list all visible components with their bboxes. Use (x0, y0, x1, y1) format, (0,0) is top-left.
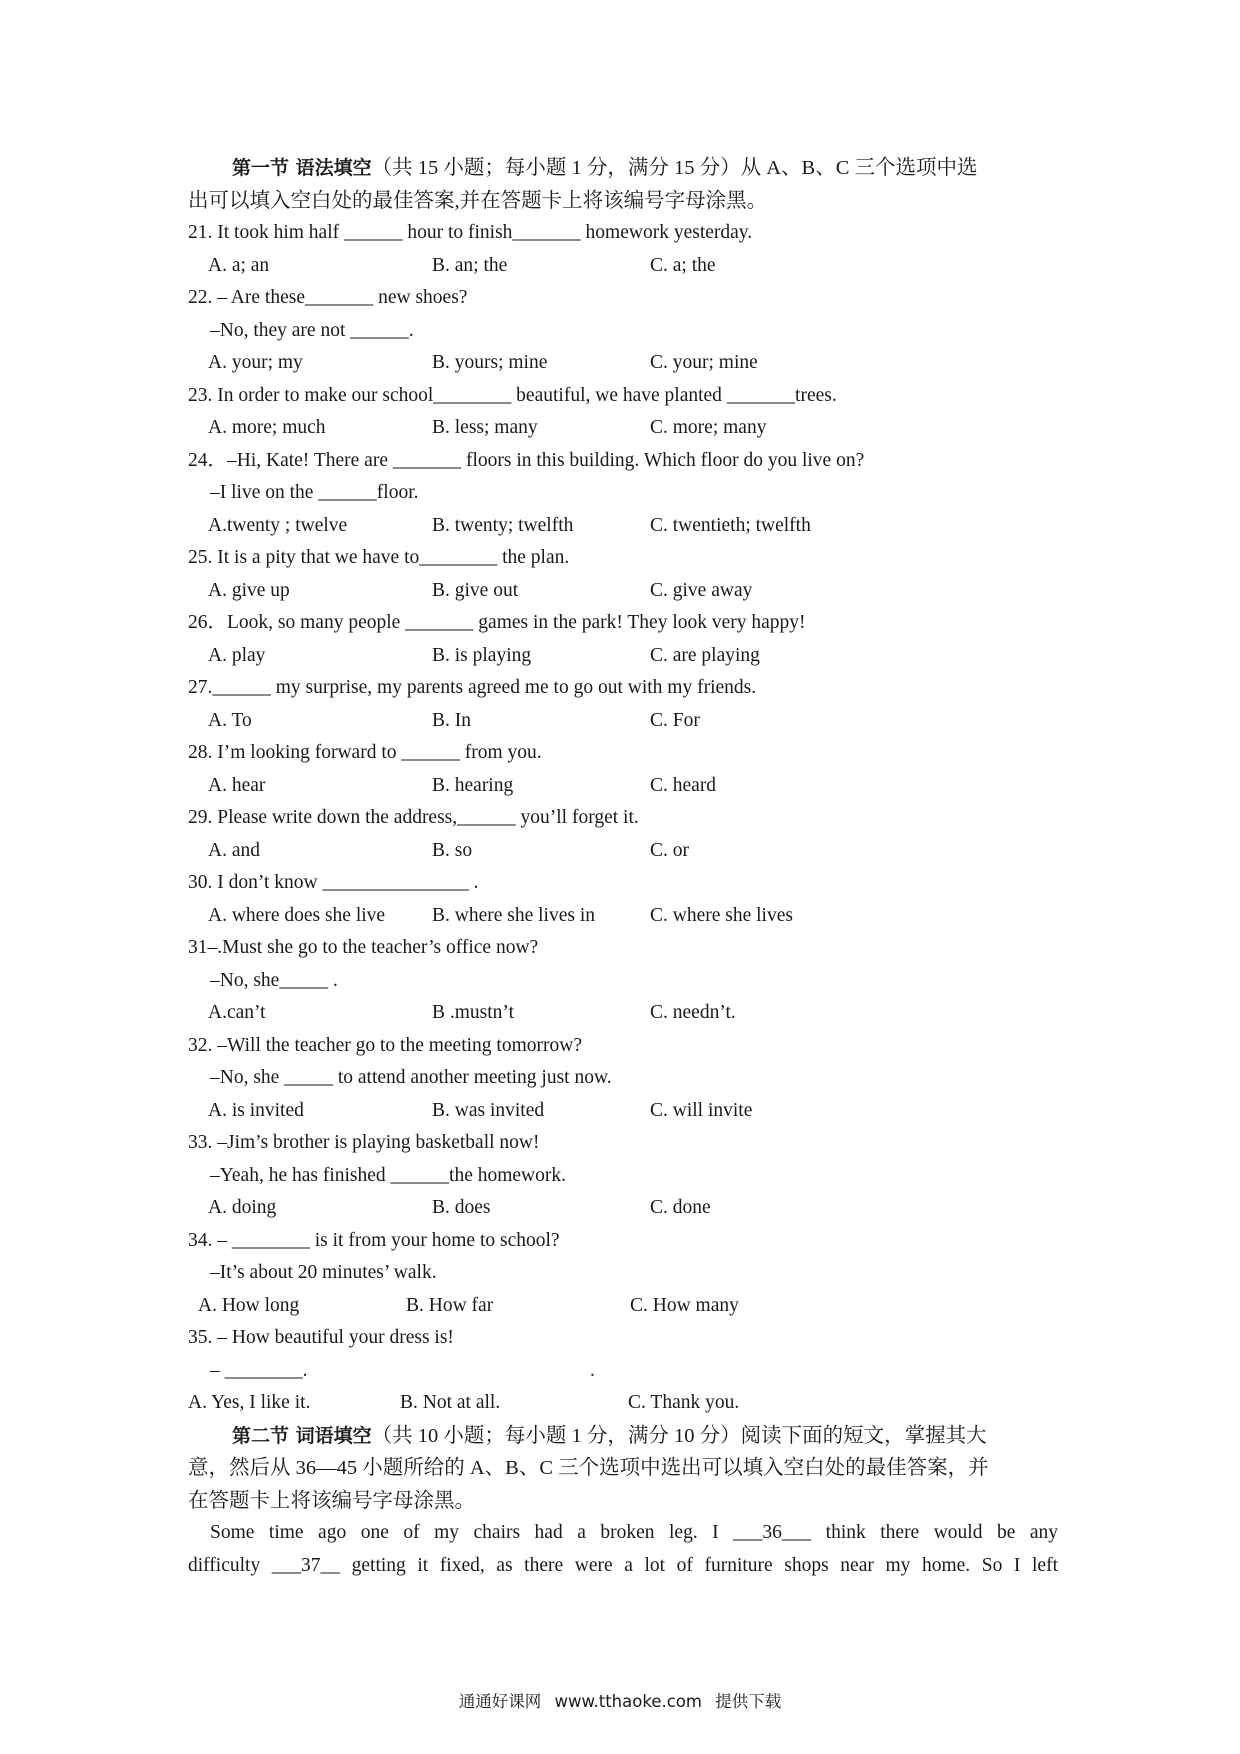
options-row (188, 250, 1058, 283)
options-row (188, 575, 1058, 608)
option-a[interactable]: A. doing (208, 1197, 277, 1218)
question-reply: –No, she_____ . (210, 969, 338, 991)
section2-heading-line2: 意，然后从 36—45 小题所给的 A、B、C 三个选项中选出可以填入空白处的最佳答案，并 (188, 1457, 989, 1479)
footer-download-text: 提供下载 (715, 1692, 782, 1711)
option-a[interactable]: A. more; much (208, 417, 326, 438)
stray-dot: . (590, 1359, 595, 1381)
option-c[interactable]: C. are playing (650, 644, 760, 666)
section1-heading-line1 (188, 152, 1058, 185)
question-stem: 24．–Hi, Kate! There are _______ floors in this building. Which floor do you live on? (188, 449, 865, 471)
question-reply: –It’s about 20 minutes’ walk. (210, 1262, 437, 1283)
question-stem: 30. I don’t know _______________ . (188, 872, 479, 893)
option-c[interactable]: C. twentieth; twelfth (650, 514, 811, 536)
option-a[interactable]: A. hear (208, 774, 266, 796)
footer-url: www.tthaoke.com (554, 1692, 702, 1711)
option-c[interactable]: C. where she lives (650, 904, 793, 926)
options-row (188, 770, 1058, 803)
option-c[interactable]: C. For (650, 709, 700, 731)
options-row (188, 1095, 1058, 1128)
section2-title: 第二节 词语填空 (232, 1424, 372, 1447)
option-b[interactable]: B. hearing (432, 774, 514, 796)
option-b[interactable]: B. where she lives in (432, 904, 596, 926)
options-row (188, 900, 1058, 933)
question-stem: 27.______ my surprise, my parents agreed me to go out with my friends. (188, 677, 757, 698)
option-a[interactable]: A. To (208, 709, 252, 731)
option-a[interactable]: A. How long (198, 1294, 300, 1316)
options-row (188, 1192, 1058, 1225)
option-b[interactable]: B. was invited (432, 1099, 545, 1121)
question-stem: 22. – Are these_______ new shoes? (188, 287, 468, 308)
option-b[interactable]: B. an; the (432, 254, 508, 276)
option-a[interactable]: A. and (208, 839, 260, 861)
page-footer (0, 1688, 1240, 1712)
question-stem: 31–.Must she go to the teacher’s office now? (188, 937, 539, 958)
option-a[interactable]: A. give up (208, 579, 290, 601)
passage-line-1: Some time ago one of my chairs had a broken leg. I ___36___ think there would be any (210, 1522, 1058, 1543)
question-stem: 23. In order to make our school________ beautiful, we have planted _______trees. (188, 384, 837, 406)
section2-heading-line1 (188, 1420, 1058, 1453)
option-a[interactable]: A. your; my (208, 352, 303, 373)
option-a[interactable]: A. is invited (208, 1099, 304, 1121)
question-reply: –No, they are not ______. (210, 319, 414, 341)
options-row (188, 510, 1058, 543)
option-a[interactable]: A. a; an (208, 254, 270, 276)
option-b[interactable]: B. yours; mine (432, 352, 548, 373)
page-content (188, 152, 1058, 1582)
question-reply: –Yeah, he has finished ______the homework. (210, 1164, 567, 1186)
question-list (188, 217, 1058, 1420)
options-row (188, 1290, 1058, 1323)
options-row (188, 997, 1058, 1030)
section2-heading-line3: 在答题卡上将该编号字母涂黑。 (188, 1489, 475, 1512)
option-c[interactable]: C. will invite (650, 1099, 753, 1121)
option-c[interactable]: C. needn’t. (650, 1002, 736, 1023)
section1-title: 第一节 语法填空 (232, 157, 372, 179)
option-a[interactable]: A.twenty ; twelve (208, 514, 348, 536)
footer-site-name: 通通好课网 (458, 1692, 542, 1711)
option-c[interactable]: C. heard (650, 774, 717, 796)
options-row (188, 640, 1058, 673)
option-a[interactable]: A. Yes, I like it. (188, 1392, 311, 1413)
option-a[interactable]: A. play (208, 644, 266, 666)
passage-line-2: difficulty ___37__ getting it fixed, as there were a lot of furniture shops near my home. So I left (188, 1554, 1058, 1576)
question-stem: 25. It is a pity that we have to________ the plan. (188, 547, 570, 568)
section1-instructions-part1: （共 15 小题；每小题 1 分，满分 15 分）从 A、B、C 三个选项中选 (371, 157, 978, 179)
options-row (188, 412, 1058, 445)
option-b[interactable]: B. so (432, 839, 473, 861)
option-b[interactable]: B. In (432, 709, 471, 731)
option-c[interactable]: C. Thank you. (628, 1392, 740, 1413)
question-reply: – ________. . (188, 1355, 1058, 1388)
question-stem: 21. It took him half ______ hour to finish_______ homework yesterday. (188, 222, 753, 243)
option-c[interactable]: C. more; many (650, 417, 767, 438)
question-stem: 29. Please write down the address,______ you’ll forget it. (188, 807, 639, 828)
option-b[interactable]: B. give out (432, 579, 519, 601)
question-stem: 35. – How beautiful your dress is! (188, 1327, 454, 1348)
option-b[interactable]: B. does (432, 1197, 491, 1218)
question-stem: 26．Look, so many people _______ games in the park! They look very happy! (188, 612, 806, 633)
question-reply: –No, she _____ to attend another meeting just now. (210, 1067, 612, 1088)
section2-instructions-part1: （共 10 小题；每小题 1 分，满分 10 分）阅读下面的短文，掌握其大 (371, 1424, 987, 1447)
option-a[interactable]: A.can’t (208, 1002, 266, 1023)
options-row (188, 705, 1058, 738)
question-stem: 32. –Will the teacher go to the meeting tomorrow? (188, 1034, 582, 1056)
option-b[interactable]: B. is playing (432, 644, 532, 666)
option-b[interactable]: B. How far (406, 1294, 494, 1316)
option-a[interactable]: A. where does she live (208, 904, 386, 926)
option-c[interactable]: C. give away (650, 579, 753, 601)
options-row (188, 835, 1058, 868)
section1-heading-line2: 出可以填入空白处的最佳答案,并在答题卡上将该编号字母涂黑。 (188, 189, 768, 212)
options-row (188, 347, 1058, 380)
option-c[interactable]: C. How many (630, 1294, 739, 1316)
option-c[interactable]: C. or (650, 839, 689, 861)
option-b[interactable]: B. twenty; twelfth (432, 514, 574, 536)
question-reply: –I live on the ______floor. (210, 482, 419, 503)
option-c[interactable]: C. a; the (650, 254, 716, 276)
option-c[interactable]: C. done (650, 1197, 711, 1218)
option-b[interactable]: B. Not at all. (400, 1392, 501, 1413)
option-b[interactable]: B. less; many (432, 417, 538, 438)
options-row (188, 1387, 1058, 1420)
option-b[interactable]: B .mustn’t (432, 1002, 514, 1023)
question-stem: 34. – ________ is it from your home to school? (188, 1229, 560, 1251)
option-c[interactable]: C. your; mine (650, 352, 758, 373)
question-stem: 28. I’m looking forward to ______ from you. (188, 742, 542, 763)
question-stem: 33. –Jim’s brother is playing basketball now! (188, 1132, 540, 1153)
